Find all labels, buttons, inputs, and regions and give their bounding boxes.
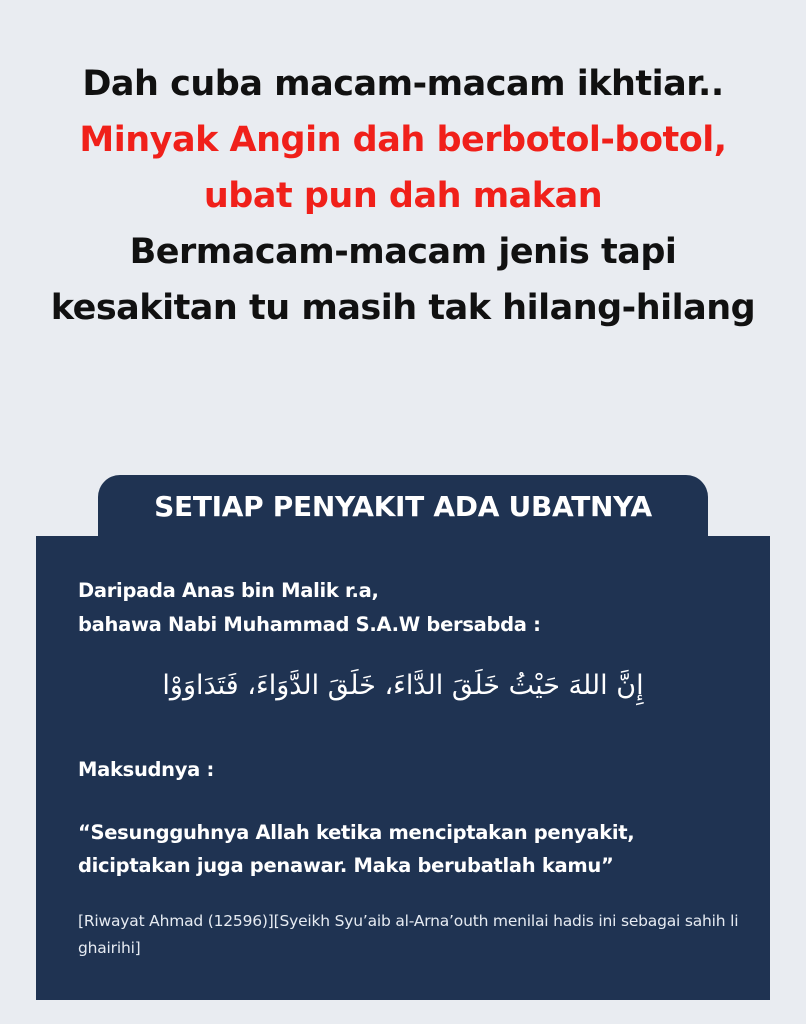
hadith-translation: “Sesungguhnya Allah ketika menciptakan penyakit, diciptakan juga penawar. Maka berubatlah kamu” (78, 821, 635, 877)
arabic-hadith: إِنَّ اللهَ حَيْثُ خَلَقَ الدَّاءَ، خَلَقَ الدَّوَاءَ، فَتَدَاوَوْا (162, 670, 644, 701)
section-tab (98, 475, 708, 537)
narrator-line-2: bahawa Nabi Muhammad S.A.W bersabda : (78, 613, 541, 636)
headline-highlight: Minyak Angin dah berbotol-botol, ubat pun dah makan (79, 120, 727, 216)
meaning-label: Maksudnya : (78, 758, 215, 781)
narrator-line-1: Daripada Anas bin Malik r.a, (78, 579, 379, 602)
hadith-card (36, 536, 770, 1000)
headline-intro: Dah cuba macam-macam ikhtiar.. (82, 64, 724, 104)
section-title: SETIAP PENYAKIT ADA UBATNYA (154, 489, 652, 523)
headline (40, 56, 766, 336)
headline-outro: Bermacam-macam jenis tapi kesakitan tu masih tak hilang-hilang (50, 232, 756, 328)
narrator-text (78, 574, 541, 642)
hadith-reference: [Riwayat Ahmad (12596)][Syeikh Syu’aib al-Arna’outh menilai hadis ini sebagai sahih li ghairihi] (78, 912, 739, 957)
